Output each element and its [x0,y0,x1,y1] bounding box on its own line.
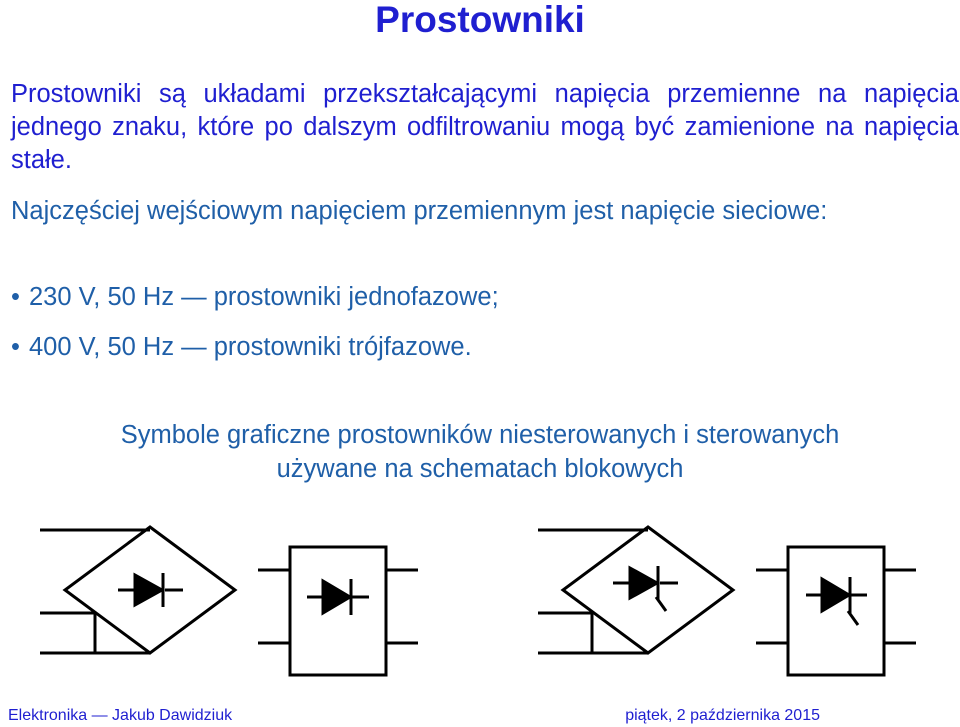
slide-title: Prostowniki [375,0,585,40]
block-rectifier-uncontrolled-icon [258,547,418,675]
bridge-rectifier-uncontrolled-icon [40,527,235,653]
symbols-heading-line1: Symbole graficzne prostowników niesterowanych i sterowanych [120,421,840,449]
bullet-text-three-phase: 400 V, 50 Hz — prostowniki trójfazowe. [29,333,472,361]
bullet-list-single-phase [11,281,951,313]
list-item [11,281,951,313]
rectifier-symbols-diagram [0,515,960,695]
bridge-rectifier-controlled-icon [538,527,733,653]
footer-date: piątek, 2 października 2015 [625,707,820,724]
mains-voltage-paragraph: Najczęściej wejściowym napięciem przemiennym jest napięcie sieciowe: [11,197,828,225]
symbols-heading [0,418,960,486]
footer-author: Elektronika — Jakub Dawidziuk [8,707,233,724]
bullet-icon: • [11,283,20,311]
bullet-icon: • [11,333,20,361]
footer [0,705,960,727]
bullet-list-three-phase [11,331,951,363]
intro-text: Prostowniki są układami przekształcającymi napięcia przemienne na napięcia jednego znaku, które po dalszym odfiltrowaniu mogą być zamienione na napięcia stałe. [11,80,959,174]
block-rectifier-controlled-icon [756,547,916,675]
symbols-heading-line2: używane na schematach blokowych [276,455,684,483]
bullet-text-single-phase: 230 V, 50 Hz — prostowniki jednofazowe; [29,283,499,311]
list-item [11,331,951,363]
